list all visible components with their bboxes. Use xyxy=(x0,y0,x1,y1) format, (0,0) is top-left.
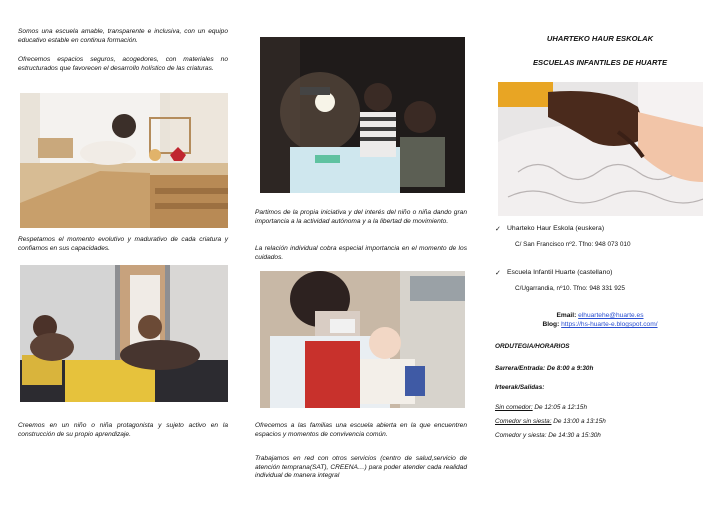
photo-educator-baby xyxy=(260,271,465,408)
school-euskera-address: C/ San Francisco nº2. Tfno: 948 073 010 xyxy=(515,241,631,248)
check-icon: ✓ xyxy=(495,226,501,233)
exit-lunch-no-nap-label: Comedor sin siesta: xyxy=(495,418,552,425)
initiative-text: Partimos de la propia iniciativa y del interés del niño o niña dando gran importancia a la actividad autónoma y a la libertad de movimiento. xyxy=(255,209,467,225)
exit-lunch-no-nap-time: De 13:00 a 13:15h xyxy=(551,418,606,425)
title-basque: UHARTEKO HAUR ESKOLAK xyxy=(546,34,654,43)
hours-title: ORDUTEGIA/HORARIOS xyxy=(495,343,570,350)
check-icon: ✓ xyxy=(495,270,501,277)
school-castellano-name: Escuela Infantil Huarte (castellano) xyxy=(507,269,613,276)
title-spanish: ESCUELAS INFANTILES DE HUARTE xyxy=(532,58,668,67)
email-link[interactable]: elhuartehe@huarte.es xyxy=(578,312,644,319)
exit-no-lunch-time: De 12:05 a 12:15h xyxy=(532,404,588,411)
column-left xyxy=(18,0,228,509)
protagonist-text: Creemos en un niño o niña protagonista y sujeto activo en la construcción de su propio aprendizaje. xyxy=(18,422,228,438)
exit-no-lunch-label: Sin comedor: xyxy=(495,404,533,411)
photo-child-crawling xyxy=(20,93,228,228)
blog-label: Blog: xyxy=(542,321,560,328)
school-castellano xyxy=(495,269,705,277)
spaces-text: Ofrecemos espacios seguros, acogedores, con materiales no estructurados que favorecen el desarrollo holístico de las criaturas. xyxy=(18,56,228,72)
entry-hours: Sarrera/Entrada: De 8:00 a 9:30h xyxy=(495,365,594,372)
photo-hands xyxy=(498,82,703,216)
exits-label: Irteerak/Salidas: xyxy=(495,384,545,391)
photo-children-cushions xyxy=(20,265,228,402)
contact-block xyxy=(495,311,705,329)
relation-text: La relación individual cobra especial importancia en el momento de los cuidados. xyxy=(255,245,467,261)
exit-lunch-no-nap xyxy=(495,418,606,425)
school-euskera xyxy=(495,225,705,233)
school-castellano-address: C/Ugarrandia, nº10. Tfno: 948 331 925 xyxy=(515,285,625,292)
network-text: Trabajamos en red con otros servicios (centro de salud,servicio de atención temprana(SAT), CREENA…) para poder atender cada realidad individual de manera integral xyxy=(255,455,467,480)
families-text: Ofrecemos a las familias una escuela abierta en la que encuentren espacios y momentos de convivencia común. xyxy=(255,422,467,438)
exit-no-lunch xyxy=(495,404,587,411)
respect-text: Respetamos el momento evolutivo y madurativo de cada criatura y confiamos en sus capacidades. xyxy=(18,236,228,252)
intro-text: Somos una escuela amable, transparente e inclusiva, con un equipo educativo estable en continua formación. xyxy=(18,28,228,44)
column-right xyxy=(495,0,705,509)
blog-link[interactable]: https://hs-huarte-e.blogspot.com/ xyxy=(561,321,658,328)
school-euskera-name: Uharteko Haur Eskola (euskera) xyxy=(507,225,605,232)
photo-light-table xyxy=(260,37,465,193)
email-label: Email: xyxy=(556,312,577,319)
column-middle xyxy=(255,0,467,509)
exit-lunch-nap: Comedor y siesta: De 14:30 a 15:30h xyxy=(495,432,601,439)
